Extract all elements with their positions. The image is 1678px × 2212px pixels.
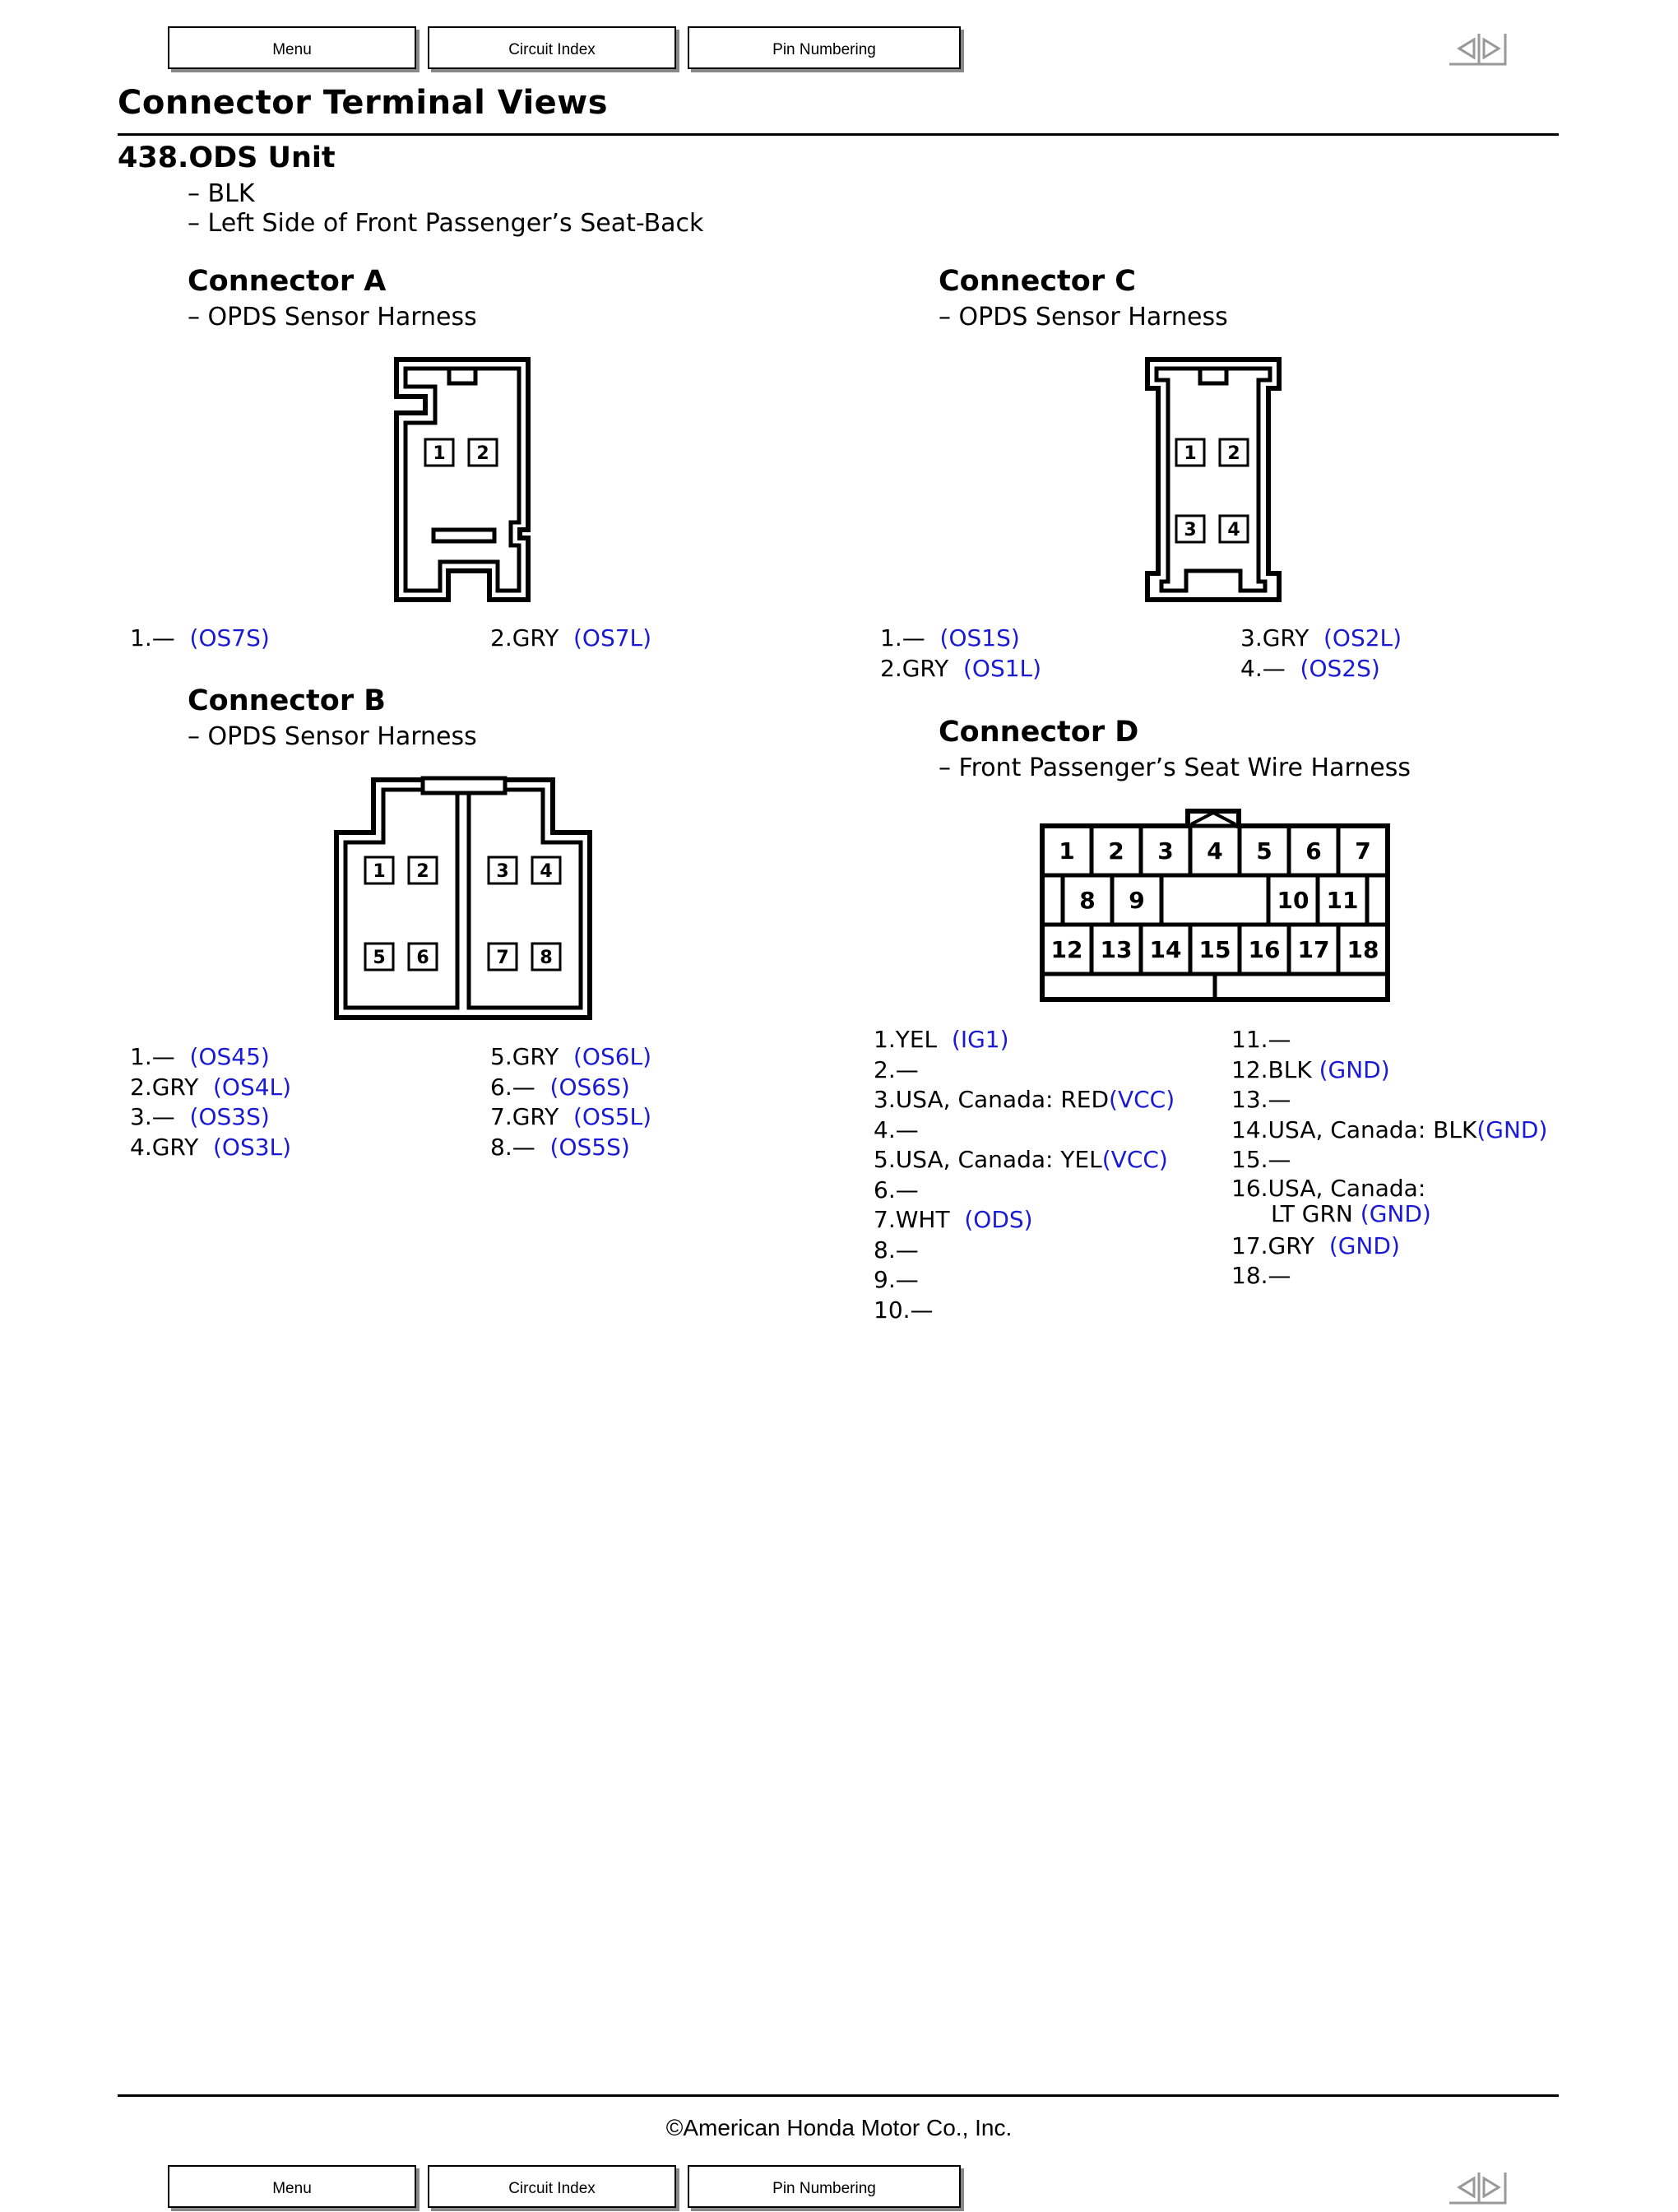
- pin-item: [1231, 1231, 1547, 1262]
- pin-number: 13.—: [1231, 1086, 1291, 1113]
- terminal-d-13: 13: [1100, 936, 1133, 963]
- pin-number: 9.—: [874, 1266, 919, 1293]
- copyright: ©American Honda Motor Co., Inc.: [665, 2115, 1013, 2140]
- terminal-d-6: 6: [1305, 837, 1322, 865]
- terminal-label: 3: [1184, 520, 1197, 540]
- pin-signal: (ODS): [964, 1206, 1033, 1233]
- pin-number: 14.USA, Canada: BLK: [1231, 1115, 1477, 1143]
- pin-signal: (IG1): [951, 1026, 1009, 1053]
- menu-button[interactable]: Menu: [168, 2165, 416, 2208]
- connector-b-pins-col1: [130, 1042, 291, 1162]
- pin-item: [874, 1055, 1175, 1086]
- prev-page-icon[interactable]: [1449, 2173, 1479, 2203]
- terminal-d-2: 2: [1108, 837, 1124, 865]
- pin-item: [1231, 1085, 1547, 1115]
- terminal-d-3: 3: [1157, 837, 1174, 865]
- pin-signal: (OS2S): [1300, 654, 1380, 682]
- pin-number: 2.GRY: [880, 654, 949, 682]
- terminal-d-17: 17: [1297, 936, 1330, 963]
- pin-signal: (GND): [1360, 1199, 1431, 1227]
- pin-number: 3.GRY: [1240, 624, 1309, 652]
- connector-c-pins-col2: [1240, 624, 1402, 684]
- pin-item: [874, 1296, 1175, 1326]
- terminal-label: 4: [1227, 520, 1240, 540]
- terminal-label: 1: [1184, 443, 1197, 464]
- pin-signal: (OS6L): [573, 1043, 652, 1070]
- title-divider: [118, 133, 1559, 136]
- pin-item: [490, 1102, 651, 1133]
- menu-button[interactable]: Menu: [168, 26, 416, 69]
- pin-number: 18.—: [1231, 1262, 1291, 1289]
- terminal-b-5: [365, 944, 393, 970]
- connector-d-harness: – Front Passenger’s Seat Wire Harness: [939, 754, 1411, 782]
- pin-item: [880, 624, 1041, 654]
- terminal-d-4: 4: [1207, 837, 1223, 865]
- connector-b-diagram: [332, 773, 594, 1022]
- terminal-d-5: 5: [1256, 837, 1272, 865]
- connector-d-diagram: [1038, 808, 1392, 1002]
- connector-a-title: Connector A: [188, 265, 387, 298]
- terminal-d-10: 10: [1277, 887, 1309, 914]
- pin-item: [1240, 624, 1402, 654]
- pin-number: 2.GRY: [490, 624, 559, 652]
- page-arrows: [1446, 2170, 1513, 2205]
- pin-item: [1231, 1055, 1547, 1086]
- pin-item: [874, 1025, 1175, 1055]
- pin-signal: (OS3S): [189, 1103, 270, 1130]
- unit-title: 438.ODS Unit: [118, 141, 336, 174]
- pin-signal: (OS5L): [573, 1103, 652, 1130]
- pin-item: [490, 1042, 651, 1073]
- pin-item: [880, 654, 1041, 684]
- pin-number: 2.GRY: [130, 1073, 199, 1101]
- terminal-a-2: [469, 439, 497, 466]
- connector-c-diagram: [1143, 355, 1283, 604]
- pin-color: LT GRN: [1271, 1199, 1353, 1227]
- terminal-c-3: [1176, 516, 1204, 542]
- pin-signal: (VCC): [1101, 1146, 1168, 1173]
- pin-number: 1.—: [130, 624, 175, 652]
- terminal-d-11: 11: [1326, 887, 1359, 914]
- pin-item: [1240, 654, 1402, 684]
- circuit-index-button[interactable]: Circuit Index: [428, 26, 676, 69]
- terminal-label: 2: [1227, 443, 1240, 464]
- pin-item: [874, 1115, 1175, 1146]
- pin-item: [130, 1042, 291, 1073]
- pin-item: [874, 1205, 1175, 1236]
- terminal-b-8: [532, 944, 560, 970]
- pin-number: 1.YEL: [874, 1026, 938, 1053]
- pin-signal: (OS2L): [1323, 624, 1402, 652]
- terminal-label: 2: [416, 861, 429, 882]
- pin-number: 5.USA, Canada: YEL: [874, 1146, 1102, 1173]
- terminal-label: 2: [476, 443, 489, 464]
- pin-signal: (OS7L): [573, 624, 652, 652]
- unit-location: – Left Side of Front Passenger’s Seat-Back: [188, 209, 704, 238]
- connector-d-title: Connector D: [939, 716, 1139, 749]
- pin-number: 5.GRY: [490, 1043, 559, 1070]
- pin-signal: (OS3L): [213, 1133, 292, 1161]
- connector-a-pins-col1: [130, 624, 270, 654]
- pin-signal: (OS6S): [549, 1073, 630, 1101]
- page-arrows: [1446, 31, 1513, 66]
- page-title: Connector Terminal Views: [118, 84, 609, 122]
- terminal-d-12: 12: [1050, 936, 1083, 963]
- pin-item: [130, 624, 270, 654]
- pin-item: [874, 1145, 1175, 1176]
- pin-number: 6.—: [490, 1073, 535, 1101]
- pin-number: 8.—: [874, 1236, 919, 1264]
- pin-number: 12.BLK: [1231, 1055, 1312, 1083]
- terminal-d-14: 14: [1149, 936, 1182, 963]
- pin-item: [1231, 1025, 1547, 1055]
- pin-number: 7.WHT: [874, 1206, 950, 1233]
- pin-number: 6.—: [874, 1176, 919, 1203]
- terminal-c-2: [1220, 439, 1248, 466]
- connector-a-harness: – OPDS Sensor Harness: [188, 303, 477, 332]
- pin-item: [130, 1133, 291, 1163]
- terminal-d-18: 18: [1347, 936, 1379, 963]
- pin-number: 3.USA, Canada: RED: [874, 1086, 1110, 1113]
- pin-signal: (VCC): [1109, 1086, 1175, 1113]
- terminal-b-3: [489, 857, 517, 883]
- terminal-label: 1: [433, 443, 446, 464]
- terminal-label: 1: [373, 861, 386, 882]
- pin-signal: (OS45): [189, 1043, 270, 1070]
- terminal-label: 7: [496, 948, 509, 968]
- footer-divider: [118, 2094, 1559, 2097]
- pin-numbering-button[interactable]: Pin Numbering: [688, 26, 961, 69]
- pin-number: 16.USA, Canada:: [1231, 1174, 1426, 1202]
- connector-c-title: Connector C: [939, 265, 1136, 298]
- connector-b-title: Connector B: [188, 684, 386, 717]
- pin-item: [874, 1176, 1175, 1206]
- terminal-a-1: [425, 439, 453, 466]
- pin-signal: (OS1S): [939, 624, 1020, 652]
- terminal-label: 8: [540, 948, 553, 968]
- terminal-label: 5: [373, 948, 386, 968]
- terminal-c-1: [1176, 439, 1204, 466]
- pin-item: [1231, 1176, 1547, 1231]
- terminal-b-4: [532, 857, 560, 883]
- pin-item: [874, 1236, 1175, 1266]
- circuit-index-button[interactable]: Circuit Index: [428, 2165, 676, 2208]
- terminal-d-16: 16: [1248, 936, 1281, 963]
- pin-signal: (OS7S): [189, 624, 270, 652]
- terminal-label: 6: [416, 948, 429, 968]
- terminal-d-1: 1: [1059, 837, 1075, 865]
- pin-number: 11.—: [1231, 1026, 1291, 1053]
- pin-signal: (GND): [1328, 1231, 1400, 1259]
- pin-item: [874, 1085, 1175, 1115]
- terminal-label: 4: [540, 861, 553, 882]
- pin-number: 7.GRY: [490, 1103, 559, 1130]
- connector-d-pins-col2: [1231, 1025, 1547, 1291]
- pin-number: 8.—: [490, 1133, 535, 1161]
- pin-number: 15.—: [1231, 1146, 1291, 1173]
- pin-item: [490, 1073, 651, 1103]
- terminal-b-1: [365, 857, 393, 883]
- pin-signal: (GND): [1476, 1115, 1548, 1143]
- terminal-d-8: 8: [1079, 887, 1096, 914]
- terminal-b-2: [409, 857, 437, 883]
- prev-page-icon[interactable]: [1449, 34, 1479, 64]
- terminal-b-6: [409, 944, 437, 970]
- connector-d-pins-col1: [874, 1025, 1175, 1325]
- pin-number: 4.—: [1240, 654, 1286, 682]
- pin-item: [1231, 1261, 1547, 1291]
- pin-item: [490, 1133, 651, 1163]
- terminal-label: 3: [496, 861, 509, 882]
- connector-a-diagram: [392, 355, 532, 604]
- next-page-icon[interactable]: [1479, 34, 1505, 64]
- terminal-d-9: 9: [1129, 887, 1145, 914]
- pin-signal: (OS1L): [963, 654, 1042, 682]
- pin-signal: (OS4L): [213, 1073, 292, 1101]
- pin-numbering-button[interactable]: Pin Numbering: [688, 2165, 961, 2208]
- connector-a-pins-col2: [490, 624, 651, 654]
- pin-item: [130, 1073, 291, 1103]
- connector-c-harness: – OPDS Sensor Harness: [939, 303, 1228, 332]
- connector-b-harness: – OPDS Sensor Harness: [188, 722, 477, 751]
- pin-signal: (OS5S): [549, 1133, 630, 1161]
- bottom-nav: [0, 2165, 1678, 2212]
- pin-number: 1.—: [130, 1043, 175, 1070]
- pin-number: 4.GRY: [130, 1133, 199, 1161]
- pin-item: [874, 1265, 1175, 1296]
- unit-color: – BLK: [188, 179, 255, 208]
- terminal-c-4: [1220, 516, 1248, 542]
- pin-signal: (GND): [1319, 1055, 1390, 1083]
- next-page-icon[interactable]: [1479, 2173, 1505, 2203]
- pin-item: [1231, 1145, 1547, 1176]
- pin-number: 17.GRY: [1231, 1231, 1314, 1259]
- pin-item: [130, 1102, 291, 1133]
- pin-number: 2.—: [874, 1055, 919, 1083]
- pin-number: 4.—: [874, 1115, 919, 1143]
- connector-b-pins-col2: [490, 1042, 651, 1162]
- pin-number: 10.—: [874, 1296, 934, 1324]
- terminal-d-7: 7: [1355, 837, 1371, 865]
- pin-number: 3.—: [130, 1103, 175, 1130]
- terminal-b-7: [489, 944, 517, 970]
- pin-item: [1231, 1115, 1547, 1146]
- pin-item: [490, 624, 651, 654]
- pin-number: 1.—: [880, 624, 925, 652]
- connector-c-pins-col1: [880, 624, 1041, 684]
- top-nav: [0, 26, 1678, 76]
- terminal-d-15: 15: [1198, 936, 1231, 963]
